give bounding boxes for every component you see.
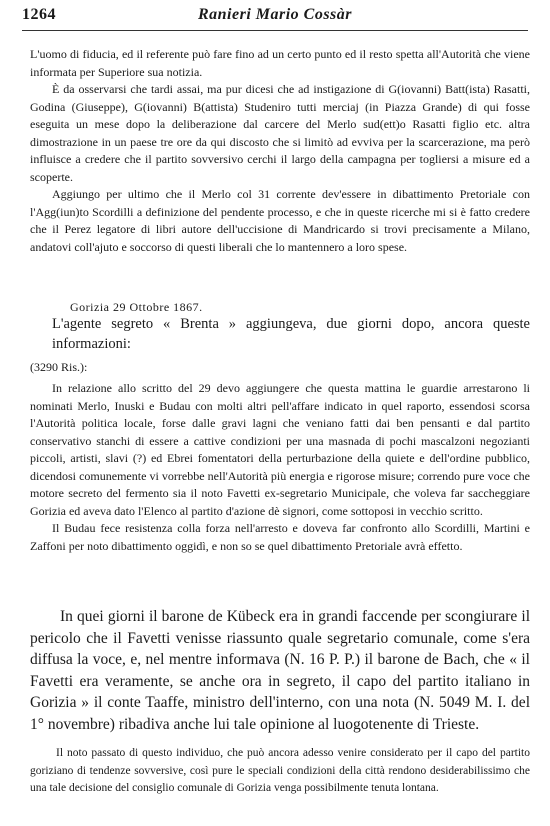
paragraph: Aggiungo per ultimo che il Merlo col 31 corrente dev'essere in dibattimento Pretoriale con l'Agg(iun)to Scordilli a definizione del pendente processo, e che in queste ricerche mi si è fatto credere che il Perez legatore di libri autore dell'uccisione di Mandricardo si trovi precisamente a Milano, andatovi coll'ajuto e soccorso di questi liberali che lo mantennero a loro spese. — [30, 187, 530, 254]
running-head: Ranieri Mario Cossàr — [197, 6, 353, 23]
paragraph: Il Budau fece resistenza colla forza nell'arresto e doveva far confronto allo Scordilli, Martini e Zaffoni per noto dibattimento oggidì, e non so se quel dibattimento Pretoriale avrà effetto. — [30, 521, 530, 553]
reference-number: (3290 Ris.): — [30, 360, 88, 374]
paragraph: L'uomo di fiducia, ed il referente può fare fino ad un certo punto ed il resto spetta all'Autorità che viene informata per Superiore sua notizia. — [30, 47, 530, 79]
letter-excerpt-2 — [30, 380, 530, 555]
paragraph: È da osservarsi che tardi assai, ma pur dicesi che ad instigazione di G(iovanni) Batt(ista) Rasatti, Godina (Giuseppe), G(iovanni) B(attista) Studeniro tutti merciaj (in Piazza Grande) di qui fosse eseguita un mese dopo la deliberazione dal carcere del Merlo sud(ett)o Rasatti figlio etc. altra dimostrazione in un paese tre ore da qui discosto che si limitò ad evviva per la scarcerazione, ma però influisce a credere che il partito sovversivo cerchi il largo della campagna per togliersi a misure ed a scoperte. — [30, 82, 530, 184]
paragraph: Il noto passato di questo individuo, che può ancora adesso venire considerato per il capo del partito goriziano di tendenze sovversive, così pure le speciali condizioni della città rendono desiderabilissimo che una tale decisione del consiglio comunale di Gorizia venga possibilmente tenuta lontana. — [30, 747, 530, 794]
paragraph: In quei giorni il barone de Kübeck era in grandi faccende per scongiurare il pericolo che il Favetti venisse riassunto quale segretario comunale, come s'era diffusa la voce, e, nel mentre informava (N. 16 P. P.) il barone de Bach, che « il Favetti era veramente, se anche ora in segreto, il capo del partito italiano in Gorizia » il conte Taaffe, ministro dell'interno, con una nota (N. 5049 M. I. del 1° novembre) ribadiva anche lui tale opinione al luogotenente di Trieste. — [30, 608, 530, 733]
letter-excerpt-1 — [30, 46, 530, 256]
paragraph: L'agente segreto « Brenta » aggiungeva, due giorni dopo, ancora queste informazioni: — [52, 316, 530, 352]
narrative-paragraph — [30, 606, 530, 735]
page-number: 1264 — [22, 6, 56, 23]
paragraph: In relazione allo scritto del 29 devo aggiungere che questa mattina le guardie arrestarono li nominati Merlo, Inuski e Budau con molti altri pell'affare indicato in quel raporto, essendosi scorsa l'Autorità politica locale, forse dalle gravi lagni che veniano fatti dai ben pensanti e dal partito conservativo stanchi di essere a cattive condizioni per una masnada di pochi mascalzoni negozianti piccoli, artisti, slavi (?) ed Ebrei fomentatori della perturbazione della quiete e dell'ordine pubblico, dicendosi comunemente vi vorrebbe nell'Autorità più energia e rigorose misure; correndo pure voce che motore secreto del fermento sia il noto Favetti ex-segretario Municipale, che voleva far saccheggiare Gorizia ed aveva dato l'Elenco al partito d'azione dè signori, come sottoposi in vecchio scritto. — [30, 381, 530, 518]
intro-paragraph — [52, 314, 530, 354]
page-header — [22, 6, 528, 30]
quoted-note — [30, 745, 530, 798]
header-rule — [22, 30, 528, 31]
letter-date: Gorizia 29 Ottobre 1867. — [70, 300, 203, 314]
